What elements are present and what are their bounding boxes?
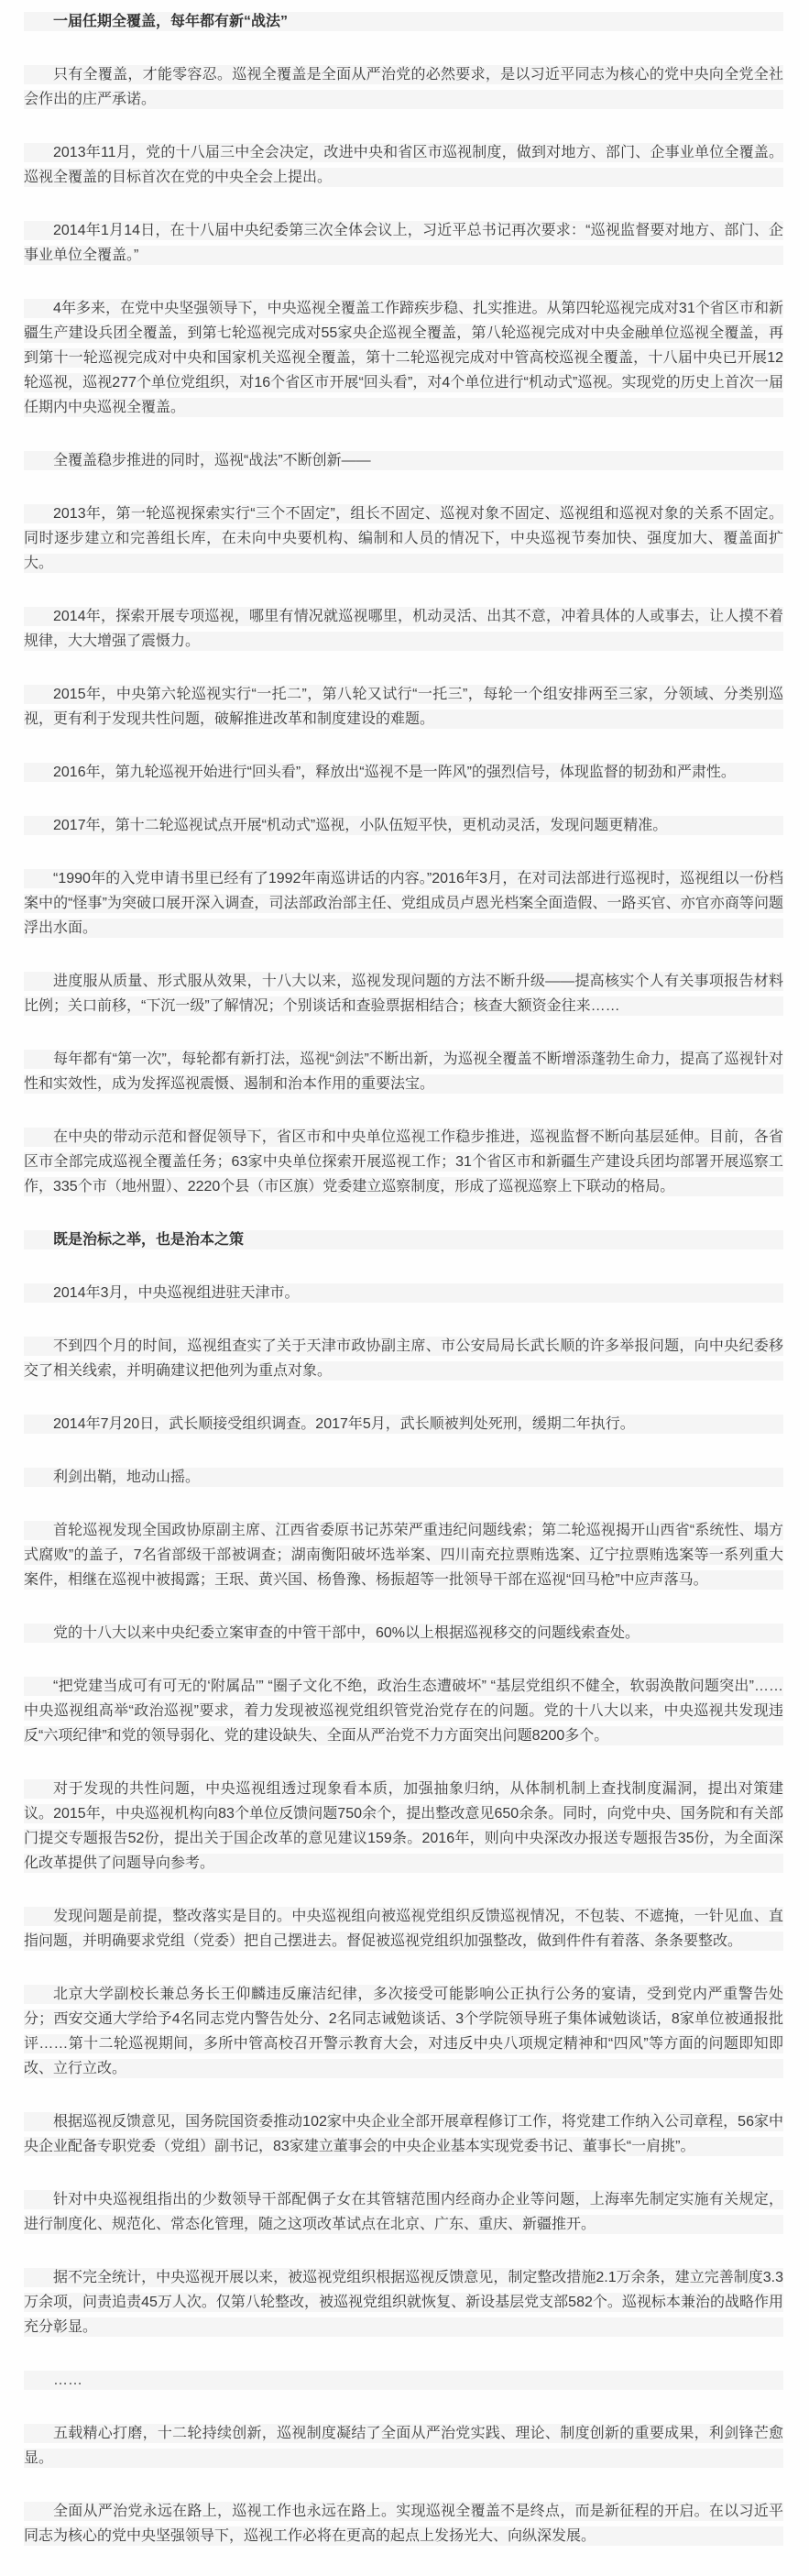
paragraph: 2014年1月14日，在十八届中央纪委第三次全体会议上，习近平总书记再次要求：“巡视监督要对地方、部门、企事业单位全覆盖。” <box>24 218 783 268</box>
paragraph: 北京大学副校长兼总务长王仰麟违反廉洁纪律，多次接受可能影响公正执行公务的宴请，受到党内严重警告处分；西安交通大学给予4名同志党内警告处分、2名同志诫勉谈话、3个学院领导班子集体诫勉谈话，8家单位被通报批评……第十二轮巡视期间，多所中管高校召开警示教育大会，对违反中央八项规定精神和“四风”等方面的问题即知即改、立行立改。 <box>24 1982 783 2081</box>
paragraph: 2014年3月，中央巡视组进驻天津市。 <box>24 1281 783 1305</box>
paragraph: 五载精心打磨，十二轮持续创新，巡视制度凝结了全面从严治党实践、理论、制度创新的重要成果，利剑锋芒愈显。 <box>24 2421 783 2471</box>
paragraph: 每年都有“第一次”，每轮都有新打法，巡视“剑法”不断出新，为巡视全覆盖不断增添蓬勃生命力，提高了巡视针对性和实效性，成为发挥巡视震慑、遏制和治本作用的重要法宝。 <box>24 1047 783 1096</box>
paragraph: 利剑出鞘，地动山摇。 <box>24 1465 783 1490</box>
paragraph: 只有全覆盖，才能零容忍。巡视全覆盖是全面从严治党的必然要求，是以习近平同志为核心的党中央向全党全社会作出的庄严承诺。 <box>24 62 783 112</box>
paragraph: 2017年，第十二轮巡视试点开展“机动式”巡视，小队伍短平快，更机动灵活，发现问题更精准。 <box>24 813 783 838</box>
paragraph: 在中央的带动示范和督促领导下，省区市和中央单位巡视工作稳步推进，巡视监督不断向基层延伸。目前，各省区市全部完成巡视全覆盖任务；63家中央单位探索开展巡视工作；31个省区市和新疆生产建设兵团均部署开展巡察工作，335个市（地州盟）、2220个县（市区旗）党委建立巡察制度，形成了巡视巡察上下联动的格局。 <box>24 1125 783 1199</box>
paragraph: 发现问题是前提，整改落实是目的。中央巡视组向被巡视党组织反馈巡视情况，不包装、不遮掩，一针见血、直指问题，并明确要求党组（党委）把自己摆进去。督促被巡视党组织加强整改，做到件件有着落、条条要整改。 <box>24 1904 783 1954</box>
section-heading-2: 既是治标之举，也是治本之策 <box>24 1227 783 1252</box>
paragraph: 对于发现的共性问题，中央巡视组透过现象看本质，加强抽象归纳，从体制机制上查找制度漏洞，提出对策建议。2015年，中央巡视机构向83个单位反馈问题750余个，提出整改意见650余条。同时，向党中央、国务院和有关部门提交专题报告52份，提出关于国企改革的意见建议159条。2016年，则向中央深改办报送专题报告35份，为全面深化改革提供了问题导向参考。 <box>24 1777 783 1876</box>
paragraph: 不到四个月的时间，巡视组查实了关于天津市政协副主席、市公安局局长武长顺的许多举报问题，向中央纪委移交了相关线索，并明确建议把他列为重点对象。 <box>24 1334 783 1383</box>
section-heading-1: 一届任期全覆盖，每年都有新“战法” <box>24 9 783 34</box>
paragraph: 2013年，第一轮巡视探索实行“三个不固定”，组长不固定、巡视对象不固定、巡视组和巡视对象的关系不固定。同时逐步建立和完善组长库，在未向中央要机构、编制和人员的情况下，中央巡视节奏加快、强度加大、覆盖面扩大。 <box>24 501 783 576</box>
paragraph-ellipsis: …… <box>24 2368 783 2393</box>
paragraph: 2013年11月，党的十八届三中全会决定，改进中央和省区市巡视制度，做到对地方、部门、企事业单位全覆盖。巡视全覆盖的目标首次在党的中央全会上提出。 <box>24 140 783 190</box>
paragraph: 针对中央巡视组指出的少数领导干部配偶子女在其管辖范围内经商办企业等问题，上海率先制定实施有关规定，进行制度化、规范化、常态化管理，随之这项改革试点在北京、广东、重庆、新疆推开。 <box>24 2187 783 2237</box>
paragraph: 2015年，中央第六轮巡视实行“一托二”，第八轮又试行“一托三”，每轮一个组安排两至三家，分领域、分类别巡视，更有利于发现共性问题，破解推进改革和制度建设的难题。 <box>24 682 783 732</box>
paragraph: 4年多来，在党中央坚强领导下，中央巡视全覆盖工作蹄疾步稳、扎实推进。从第四轮巡视完成对31个省区市和新疆生产建设兵团全覆盖，到第七轮巡视完成对55家央企巡视全覆盖，第八轮巡视完成对中央金融单位巡视全覆盖，再到第十一轮巡视完成对中央和国家机关巡视全覆盖，第十二轮巡视完成对中管高校巡视全覆盖，十八届中央已开展12轮巡视，巡视277个单位党组织，对16个省区市开展“回头看”，对4个单位进行“机动式”巡视。实现党的历史上首次一届任期内中央巡视全覆盖。 <box>24 296 783 420</box>
paragraph: “1990年的入党申请书里已经有了1992年南巡讲话的内容。”2016年3月，在对司法部进行巡视时，巡视组以一份档案中的“怪事”为突破口展开深入调查，司法部政治部主任、党组成员卢恩光档案全面造假、一路买官、亦官亦商等问题浮出水面。 <box>24 866 783 941</box>
paragraph: 进度服从质量、形式服从效果，十八大以来，巡视发现问题的方法不断升级——提高核实个人有关事项报告材料比例；关口前移，“下沉一级”了解情况；个别谈话和查验票据相结合；核查大额资金往来…… <box>24 969 783 1018</box>
paragraph: “把党建当成可有可无的‘附属品’” “圈子文化不绝，政治生态遭破坏” “基层党组织不健全，软弱涣散问题突出”……中央巡视组高举“政治巡视”要求，着力发现被巡视党组织管党治党存在的问题。党的十八大以来，中央巡视共发现违反“六项纪律”和党的领导弱化、党的建设缺失、全面从严治党不力方面突出问题8200多个。 <box>24 1674 783 1748</box>
paragraph: 党的十八大以来中央纪委立案审查的中管干部中，60%以上根据巡视移交的问题线索查处。 <box>24 1621 783 1646</box>
paragraph: 2014年7月20日，武长顺接受组织调查。2017年5月，武长顺被判处死刑，缓期二年执行。 <box>24 1412 783 1437</box>
paragraph: 首轮巡视发现全国政协原副主席、江西省委原书记苏荣严重违纪问题线索；第二轮巡视揭开山西省“系统性、塌方式腐败”的盖子，7名省部级干部被调查；湖南衡阳破坏选举案、四川南充拉票贿选案、辽宁拉票贿选案等一系列重大案件，相继在巡视中被揭露；王珉、黄兴国、杨鲁豫、杨振超等一批领导干部在巡视“回马枪”中应声落马。 <box>24 1518 783 1592</box>
paragraph: 2016年，第九轮巡视开始进行“回头看”，释放出“巡视不是一阵风”的强烈信号，体现监督的韧劲和严肃性。 <box>24 760 783 785</box>
paragraph: 据不完全统计，中央巡视开展以来，被巡视党组织根据巡视反馈意见，制定整改措施2.1万余条，建立完善制度3.3万余项，问责追责45万人次。仅第八轮整改，被巡视党组织就恢复、新设基层党支部582个。巡视标本兼治的战略作用充分彰显。 <box>24 2265 783 2339</box>
paragraph: 2014年，探索开展专项巡视，哪里有情况就巡视哪里，机动灵活、出其不意，冲着具体的人或事去，让人摸不着规律，大大增强了震慑力。 <box>24 604 783 654</box>
paragraph: 根据巡视反馈意见，国务院国资委推动102家中央企业全部开展章程修订工作，将党建工作纳入公司章程，56家中央企业配备专职党委（党组）副书记，83家建立董事会的中央企业基本实现党委书记、董事长“一肩挑”。 <box>24 2109 783 2159</box>
paragraph: 全覆盖稳步推进的同时，巡视“战法”不断创新—— <box>24 448 783 473</box>
paragraph: 全面从严治党永远在路上，巡视工作也永远在路上。实现巡视全覆盖不是终点，而是新征程的开启。在以习近平同志为核心的党中央坚强领导下，巡视工作必将在更高的起点上发扬光大、向纵深发展。 <box>24 2499 783 2548</box>
